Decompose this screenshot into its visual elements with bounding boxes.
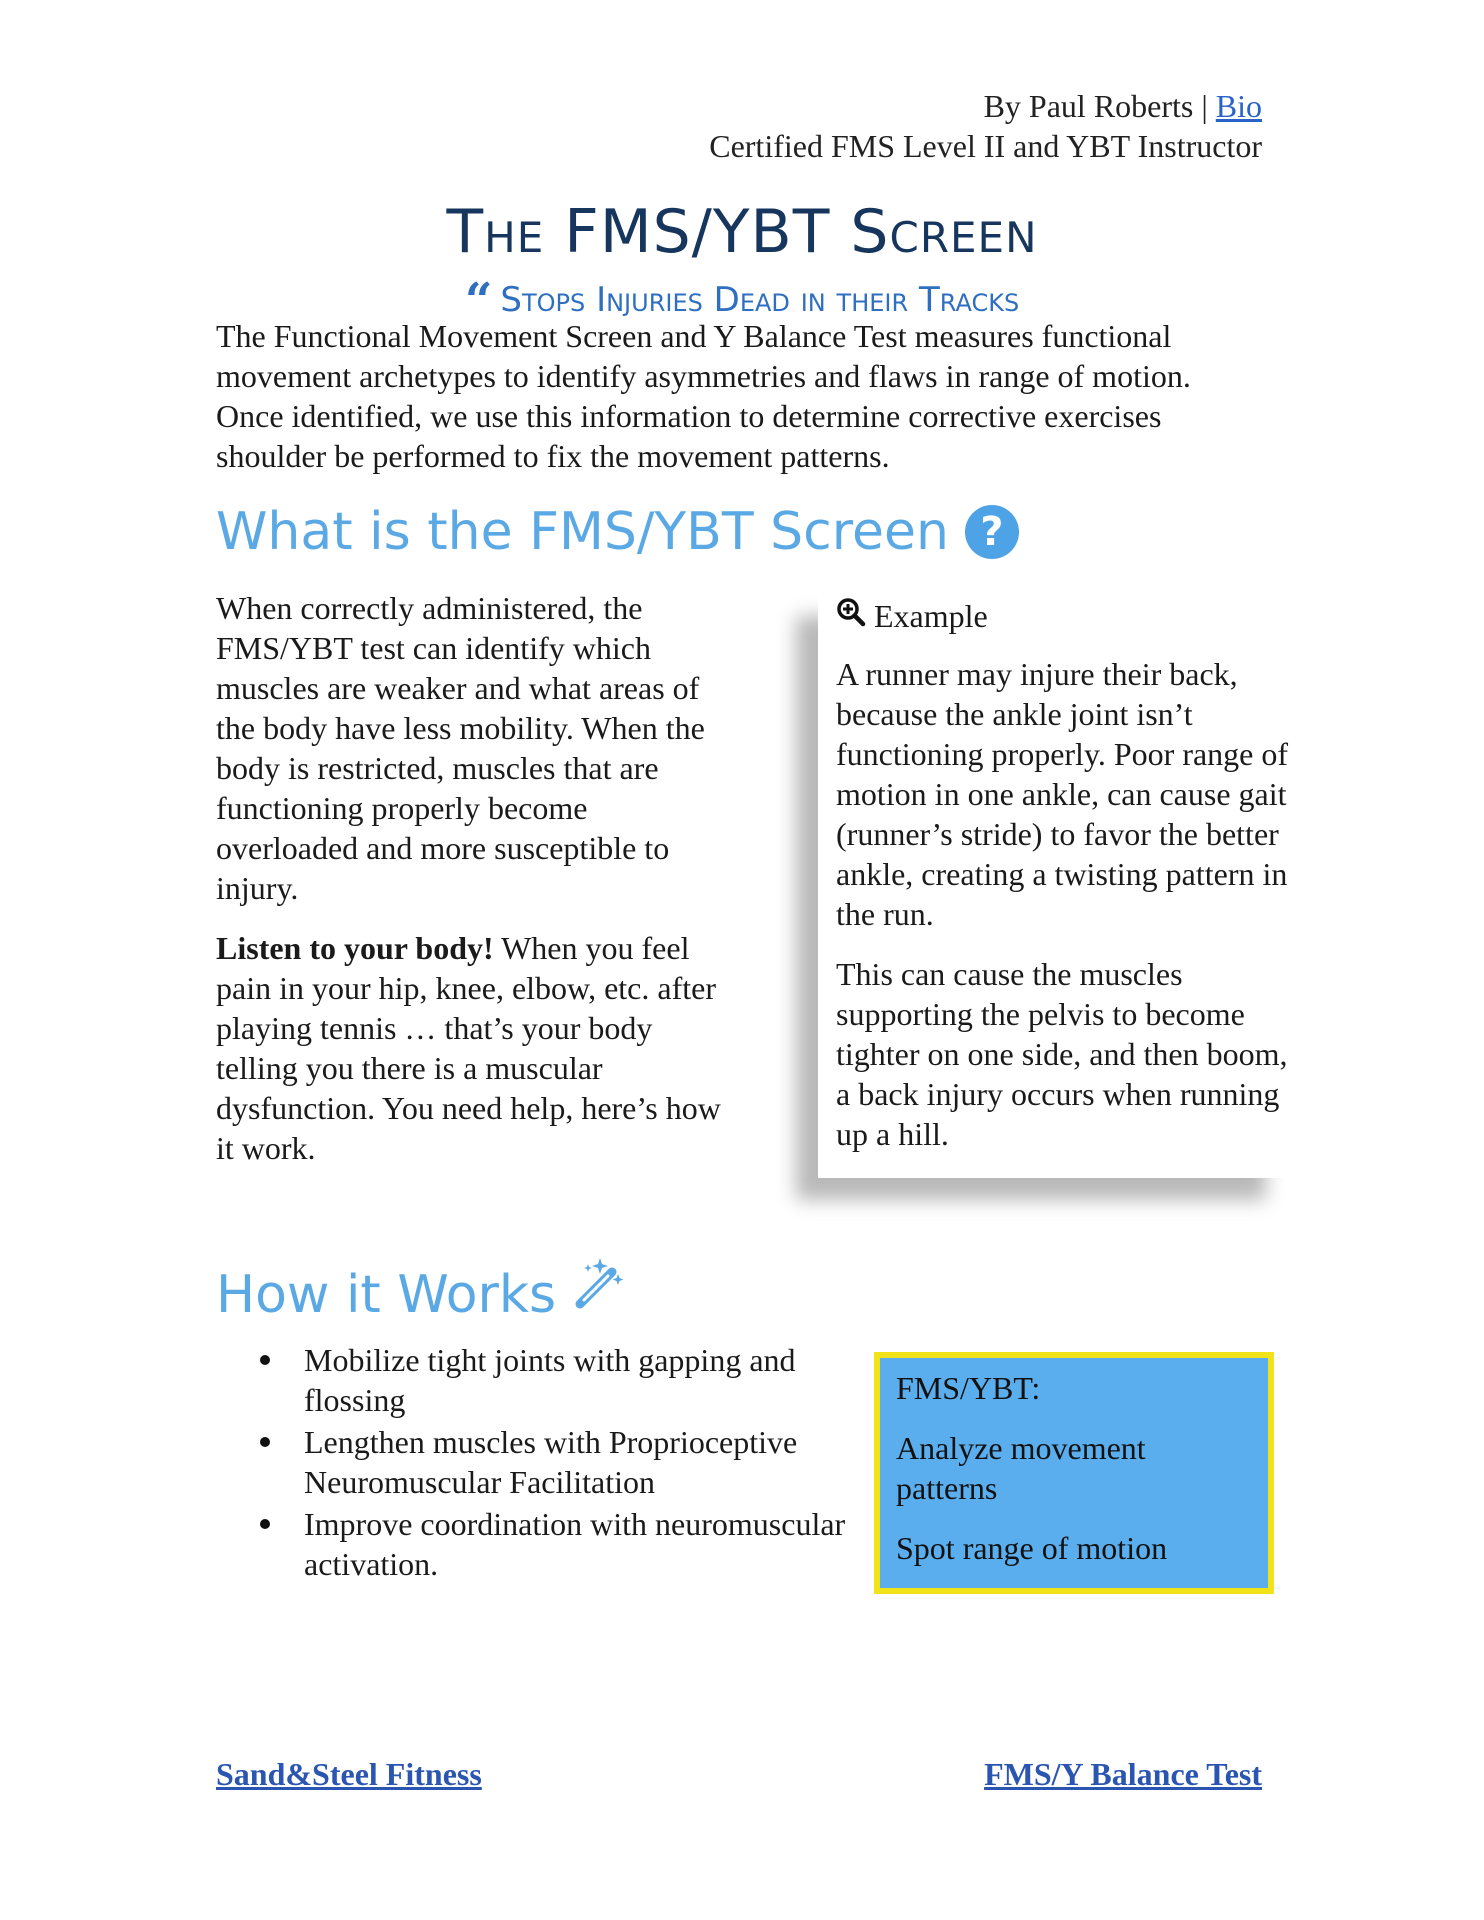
subtitle-text: Stops Injuries Dead in their Tracks	[500, 280, 1020, 320]
byline	[709, 86, 1262, 166]
intro-paragraph: The Functional Movement Screen and Y Balance Test measures functional movement archetypes to identify asymmetries and flaws in range of motion. Once identified, we use this information to determine corrective exercises shoulder be performed to fix the movement patterns.	[216, 318, 1191, 474]
example-paragraph-1: A runner may injure their back, because the ankle joint isn’t functioning properly. Poor range of motion in one ankle, can cause gait (runner’s stride) to favor the better ankle, creating a twisting pattern in the run.	[836, 656, 1289, 932]
example-callout	[836, 596, 1296, 1174]
magnifier-plus-icon	[836, 596, 866, 636]
what-body	[216, 588, 736, 1188]
listen-emphasis: Listen to your body!	[216, 930, 494, 966]
footer-link-sand-steel[interactable]: Sand&Steel Fitness	[216, 1756, 482, 1792]
example-header	[836, 596, 1296, 636]
example-paragraph-2: This can cause the muscles supporting the pelvis to become tighter on one side, and then boom, a back injury occurs when running up a hill.	[836, 956, 1288, 1152]
fms-box-line-2: Spot range of motion	[896, 1530, 1168, 1566]
list-item	[256, 1422, 866, 1502]
what-paragraph-2-text: When you feel pain in your hip, knee, elbow, etc. after playing tennis … that’s your body telling you there is a muscular dysfunction. You need help, here’s how it work.	[216, 930, 721, 1166]
author-credential: Certified FMS Level II and YBT Instructor	[709, 128, 1262, 164]
section-heading-what-text: What is the FMS/YBT Screen	[216, 502, 949, 562]
author-name: By Paul Roberts	[983, 88, 1194, 124]
how-bullet-list	[256, 1340, 866, 1586]
magic-wand-icon	[570, 1254, 628, 1327]
bullet-icon	[260, 1437, 270, 1447]
bullet-icon	[260, 1355, 270, 1365]
section-heading-how-text: How it Works	[216, 1265, 557, 1325]
quote-icon: “	[464, 273, 493, 329]
fms-box-line-1: Analyze movement patterns	[896, 1430, 1146, 1506]
what-paragraph-2	[216, 928, 736, 1168]
list-item	[256, 1504, 866, 1584]
footer-link-balance-test[interactable]: FMS/Y Balance Test	[984, 1756, 1262, 1792]
what-paragraph-1: When correctly administered, the FMS/YBT test can identify which muscles are weaker and what areas of the body have less mobility. When the body is restricted, muscles that are functioning properly become overloaded and more susceptible to injury.	[216, 590, 705, 906]
byline-separator: |	[1193, 88, 1216, 124]
list-item-text: Lengthen muscles with Proprioceptive Neuromuscular Facilitation	[304, 1424, 798, 1500]
section-heading-what	[216, 500, 1019, 564]
bullet-icon	[260, 1519, 270, 1529]
list-item-text: Mobilize tight joints with gapping and flossing	[304, 1342, 796, 1418]
question-circle-icon: ?	[965, 505, 1019, 559]
bio-link[interactable]: Bio	[1215, 88, 1262, 124]
example-label: Example	[874, 598, 988, 634]
list-item-text: Improve coordination with neuromuscular activation.	[304, 1506, 846, 1582]
fms-box-title: FMS/YBT:	[896, 1370, 1041, 1406]
section-heading-how	[216, 1254, 628, 1327]
list-item	[256, 1340, 866, 1420]
author-line	[709, 86, 1262, 126]
fms-summary-box	[874, 1352, 1274, 1594]
page-title: The FMS/YBT Screen	[446, 197, 1038, 267]
